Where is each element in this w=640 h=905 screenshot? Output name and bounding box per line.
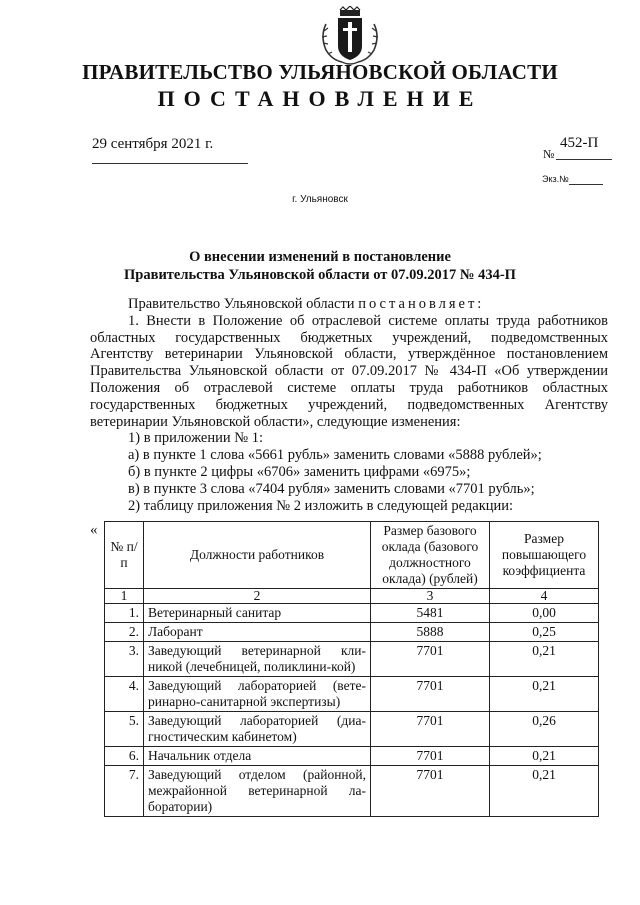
row-number: 5. (105, 712, 144, 747)
intro-verb: постановляет: (358, 296, 485, 312)
row-position: Заведующий лабораторией (вете-ринарно-санитарной экспертизы) (144, 677, 371, 712)
row-number: 4. (105, 677, 144, 712)
row-number: 3. (105, 642, 144, 677)
row-salary: 7701 (371, 642, 490, 677)
header-coefficient: Размер повышающего коэффициента (490, 522, 599, 589)
row-salary: 7701 (371, 766, 490, 817)
city: г. Ульяновск (292, 194, 348, 205)
row-salary: 5481 (371, 604, 490, 623)
row-salary: 5888 (371, 623, 490, 642)
row-salary: 7701 (371, 677, 490, 712)
row-number: 7. (105, 766, 144, 817)
row-position: Заведующий лабораторией (диа-гностическим кабинетом) (144, 712, 371, 747)
table-row (105, 712, 599, 747)
row-number: 6. (105, 747, 144, 766)
paragraph-2: 1) в приложении № 1: (128, 430, 263, 447)
paragraph-4: б) в пункте 2 цифры «6706» заменить цифрами «6975»; (128, 463, 471, 480)
number-underline (556, 159, 612, 160)
row-position: Заведующий ветеринарной кли-никой (лечебницей, поликлини-кой) (144, 642, 371, 677)
table-row (105, 677, 599, 712)
row-position: Заведующий отделом (районной, межрайонной ветеринарной ла-боратории) (144, 766, 371, 817)
row-coefficient: 0,21 (490, 677, 599, 712)
title-line-1: О внесении изменений в постановление (189, 249, 451, 265)
column-number: 4 (490, 589, 599, 604)
title-line-2: Правительства Ульяновской области от 07.09.2017 № 434-П (124, 267, 516, 283)
header-position: Должности работников (144, 522, 371, 589)
row-coefficient: 0,00 (490, 604, 599, 623)
table-row (105, 766, 599, 817)
row-coefficient: 0,26 (490, 712, 599, 747)
row-number: 1. (105, 604, 144, 623)
column-number: 2 (144, 589, 371, 604)
table-header-row (105, 522, 599, 589)
paragraph-5: в) в пункте 3 слова «7404 рубля» заменить словами «7701 рубль»; (128, 480, 535, 497)
date-underline (92, 163, 248, 164)
coat-of-arms-emblem (318, 6, 382, 68)
table-row (105, 747, 599, 766)
table-row (105, 623, 599, 642)
intro-text: Правительство Ульяновской области (128, 296, 359, 312)
paragraph-1: 1. Внести в Положение об отраслевой системе оплаты труда работников областных государственных бюджетных учреждений, подведомственных Агентству ветеринарии Ульяновской области, утверждённое постановлением Правительства Ульяновской области от 07.09.2017 № 434-П «Об утверждении Положения об отраслевой системе оплаты труда работников областных государственных бюджетных учреждений, подведомственных Агентству ветеринарии Ульяновской области», следующие изменения: (90, 312, 608, 430)
document-number: 452-П (560, 135, 599, 151)
row-coefficient: 0,25 (490, 623, 599, 642)
row-position: Лаборант (144, 623, 371, 642)
copy-number-label: Экз.№ (542, 174, 569, 184)
header-salary: Размер базового оклада (базового должностного оклада) (рублей) (371, 522, 490, 589)
row-coefficient: 0,21 (490, 766, 599, 817)
salary-table (104, 521, 599, 817)
row-number: 2. (105, 623, 144, 642)
document-title (0, 248, 640, 284)
row-coefficient: 0,21 (490, 642, 599, 677)
table-row (105, 604, 599, 623)
number-label: № (543, 147, 555, 161)
paragraph-3: а) в пункте 1 слова «5661 рубль» заменить словами «5888 рублей»; (128, 447, 542, 464)
row-salary: 7701 (371, 747, 490, 766)
table-row (105, 642, 599, 677)
government-name: ПРАВИТЕЛЬСТВО УЛЬЯНОВСКОЙ ОБЛАСТИ (82, 60, 558, 84)
column-number-row (105, 589, 599, 604)
copy-number-underline (569, 184, 603, 185)
row-position: Начальник отдела (144, 747, 371, 766)
opening-quote: « (90, 522, 98, 538)
document-date: 29 сентября 2021 г. (92, 136, 214, 152)
column-number: 1 (105, 589, 144, 604)
document-body (90, 296, 608, 514)
row-salary: 7701 (371, 712, 490, 747)
paragraph-6: 2) таблицу приложения № 2 изложить в следующей редакции: (128, 497, 514, 514)
column-number: 3 (371, 589, 490, 604)
document-type: ПОСТАНОВЛЕНИЕ (157, 86, 483, 111)
row-coefficient: 0,21 (490, 747, 599, 766)
row-position: Ветеринарный санитар (144, 604, 371, 623)
header-number: № п/п (105, 522, 144, 589)
intro-paragraph (90, 296, 608, 313)
